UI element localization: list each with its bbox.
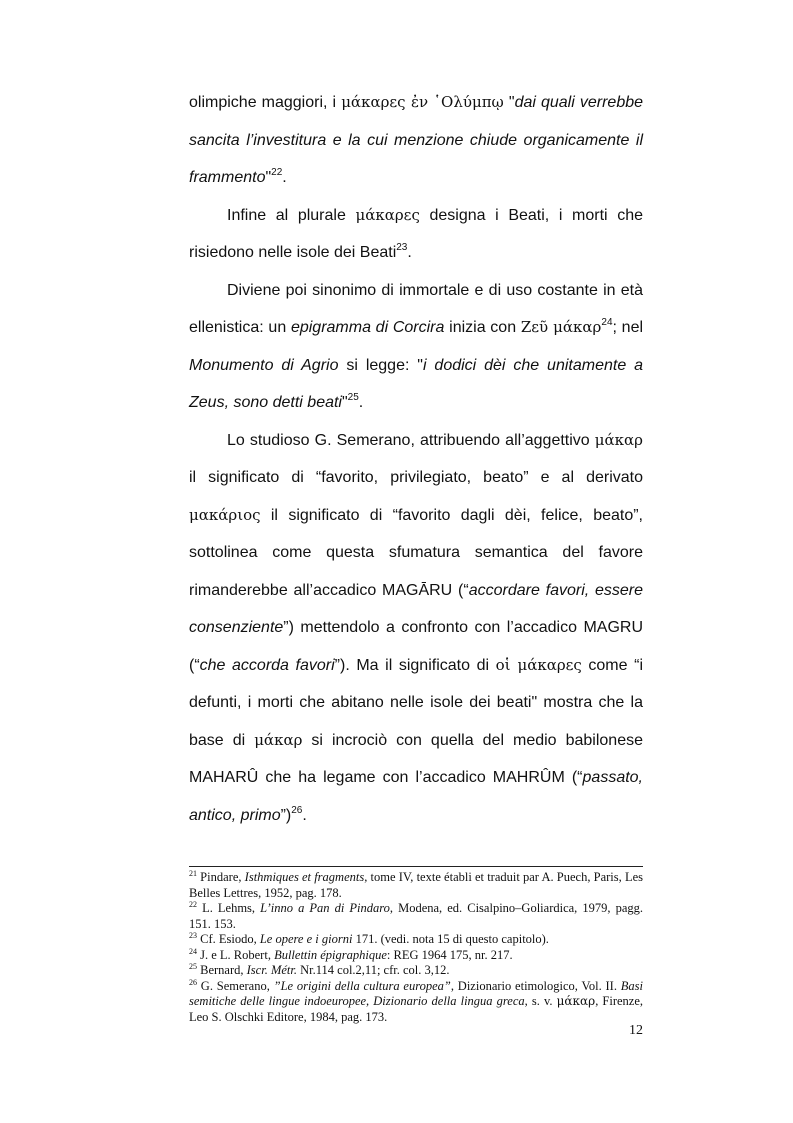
text-run: " (265, 169, 272, 186)
text-run: Infine al plurale (227, 206, 356, 224)
footnote-ref: 22 (271, 167, 283, 178)
body-text (189, 84, 643, 834)
footnote-ref: 25 (347, 392, 359, 403)
text-run: , s. v. (524, 994, 557, 1008)
greek-text: Ζεῦ μάκαρ (520, 318, 602, 336)
text-run: ”) (280, 806, 292, 824)
text-run: 171. (vedi. nota 15 di questo capitolo). (352, 932, 549, 946)
text-run: : REG 1964 175, nr. 217. (386, 947, 513, 962)
greek-text: μάκαρ (556, 994, 596, 1008)
italic-text: epigramma di Corcira (290, 319, 445, 336)
footnote-ref: 23 (396, 242, 408, 253)
italic-text: Basi semitiche delle lingue indoeuropee, Dizionario della lingua greca (189, 978, 643, 1008)
italic-text: Bullettin épigraphique (274, 947, 387, 962)
footnote (189, 870, 643, 901)
footnote-ref: 24 (189, 946, 197, 956)
greek-text: μάκαρ (594, 430, 643, 449)
text-run: Cf. Esiodo, (197, 932, 260, 946)
text-run: " (503, 94, 515, 111)
text-run: L. Lehms, (197, 901, 261, 915)
footnotes (189, 870, 643, 1025)
text-run: ; nel (612, 319, 644, 336)
italic-text: ”Le origini della cultura europea” (273, 978, 451, 993)
greek-text: μάκαρες (355, 205, 420, 224)
text-run: , Modena, ed. Cisalpino–Goliardica, 1979, pagg. 151. 153. (189, 901, 643, 931)
footnote (189, 979, 643, 1026)
paragraph (189, 84, 643, 197)
paragraph (189, 422, 643, 835)
text-run: si legge: " (338, 356, 423, 374)
text-run: il significato di “favorito, privilegiato, beato” e al derivato (189, 469, 643, 486)
page-number: 12 (629, 1023, 643, 1038)
footnote (189, 948, 643, 964)
text-run: , Firenze, Leo S. Olschki Editore, 1984, pag. 173. (189, 994, 644, 1024)
text-run: J. e L. Robert, (197, 947, 275, 962)
footnote-ref: 21 (189, 869, 197, 878)
greek-text: μακάριος (189, 505, 261, 524)
footnote-ref: 26 (189, 977, 197, 987)
greek-text: μάκαρ (254, 730, 303, 749)
italic-text: che accorda favori (199, 656, 335, 674)
text-run: Lo studioso G. Semerano, attribuendo all’aggettivo (227, 431, 595, 449)
italic-text: dai quali verrebbe sancita l’investitura e la cui menzione chiude organicamente il frammento (189, 94, 644, 186)
footnote-separator (189, 866, 643, 867)
text-run: il significato di “favorito dagli dèi, felice, beato”, sottolinea come questa sfumatura semantica del favore rimanderebbe all’accadico MAGĀRU (“ (189, 506, 643, 599)
text-run: Nr.114 col.2,11; cfr. col. 3,12. (296, 963, 450, 977)
text-run: . (302, 806, 307, 824)
text-run: . (407, 244, 412, 261)
text-run: si incrociò con quella del medio babilonese MAHARÛ che ha legame con l’accadico MAHRÛM (“ (189, 731, 643, 786)
italic-text: passato, antico, primo (189, 769, 643, 824)
footnote (189, 901, 643, 932)
footnote-ref: 26 (291, 804, 303, 816)
text-run: Pindare, (197, 870, 245, 884)
text-run: inizia con (444, 319, 521, 336)
italic-text: Le opere e i giorni (259, 932, 353, 946)
greek-text: μάκαρες ἐν ῾Ολύμπῳ (341, 93, 504, 111)
text-run: designa i Beati, i morti che risiedono nelle isole dei Beati (189, 206, 643, 261)
text-run: ”). Ma il significato di (334, 656, 496, 674)
text-run: . (282, 169, 287, 186)
footnote (189, 932, 643, 948)
text-run: , Dizionario etimologico, Vol. II. (450, 978, 621, 993)
footnote-ref: 25 (189, 962, 197, 971)
text-run: ”) mettendolo a confronto con l’accadico MAGRU (“ (189, 619, 643, 674)
footnote-ref: 24 (601, 317, 613, 328)
italic-text: accordare favori, essere consenziente (189, 581, 644, 636)
text-run: G. Semerano, (197, 978, 274, 993)
text-run: Diviene poi sinonimo di immortale e di uso costante in età ellenistica: un (189, 281, 643, 336)
greek-text: οἱ μάκαρες (495, 655, 582, 674)
footnote (189, 963, 643, 979)
italic-text: i dodici dèi che unitamente a Zeus, sono detti beati (189, 356, 644, 411)
text-run: olimpiche maggiori, i (189, 94, 342, 111)
text-run: Bernard, (197, 963, 247, 977)
text-run: " (341, 394, 348, 411)
footnote-ref: 23 (189, 931, 197, 940)
paragraph (189, 272, 643, 422)
italic-text: Monumento di Agrio (189, 356, 339, 374)
text-run: . (358, 394, 364, 411)
text-run: come “i defunti, i morti che abitano nelle isole dei beati" mostra che la base di (189, 656, 644, 749)
footnote-ref: 22 (189, 900, 197, 909)
italic-text: Isthmiques et fragments (244, 870, 365, 884)
italic-text: Iscr. Métr. (246, 963, 297, 977)
italic-text: L’inno a Pan di Pindaro (260, 901, 390, 915)
text-run: , tome IV, texte établi et traduit par A. Puech, Paris, Les Belles Lettres, 1952, pag. 178. (189, 870, 643, 900)
paragraph (189, 197, 643, 272)
